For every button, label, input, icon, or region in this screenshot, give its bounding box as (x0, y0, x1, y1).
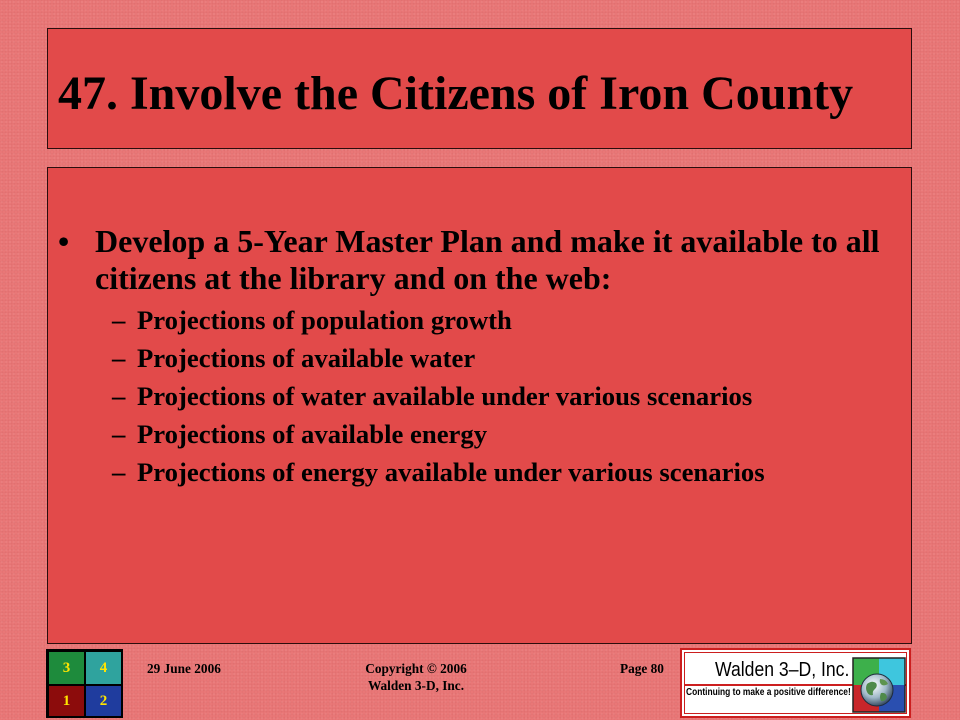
company-name: Walden 3–D, Inc. (715, 659, 850, 681)
sub-bullet-text: Projections of energy available under various scenarios (137, 457, 765, 487)
copyright-company: Walden 3-D, Inc. (367, 678, 465, 693)
sub-bullet-item (48, 453, 908, 491)
bullet-text: Develop a 5-Year Master Plan and make it available to all citizens at the library and on the web: (95, 223, 880, 296)
sub-bullet-text: Projections of population growth (137, 305, 512, 335)
title-box (47, 28, 912, 149)
sub-bullet-marker: – (112, 381, 126, 411)
tile-4: 4 (86, 652, 121, 684)
footer-date: 29 June 2006 (147, 661, 221, 676)
globe-icon (852, 657, 906, 713)
sub-bullet-marker: – (112, 457, 126, 487)
sub-bullet-item (48, 415, 908, 453)
company-tagline: Continuing to make a positive difference! (686, 687, 851, 698)
sub-bullet-item (48, 301, 908, 339)
sub-bullet-item (48, 377, 908, 415)
tile-2: 2 (86, 686, 121, 716)
company-logo (680, 648, 911, 718)
tile-1: 1 (49, 686, 84, 716)
sub-bullet-text: Projections of available energy (137, 419, 488, 449)
sub-bullet-marker: – (112, 305, 126, 335)
sub-bullet-marker: – (112, 419, 126, 449)
content-box (47, 167, 912, 644)
bullet-marker: • (58, 223, 70, 259)
slide-title: 47. Involve the Citizens of Iron County (58, 67, 854, 120)
copyright-line: Copyright © 2006 (365, 661, 467, 676)
page-number: Page 80 (620, 661, 664, 676)
sub-bullet-item (48, 339, 908, 377)
numbered-tiles-logo (46, 649, 123, 718)
sub-bullet-list (48, 301, 908, 491)
footer-copyright (316, 660, 516, 694)
tile-3: 3 (49, 652, 84, 684)
sub-bullet-text: Projections of water available under various scenarios (137, 381, 753, 411)
sub-bullet-marker: – (112, 343, 126, 373)
sub-bullet-text: Projections of available water (137, 343, 476, 373)
